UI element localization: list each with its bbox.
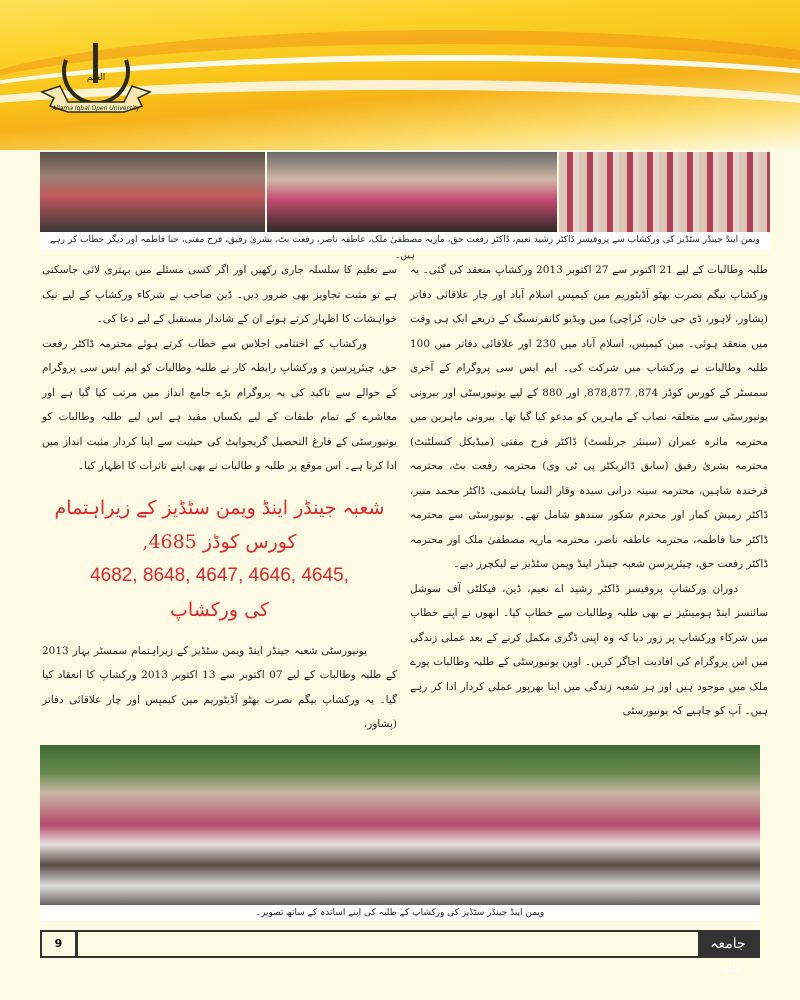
article-paragraph: طلبہ وطالبات کے لیے 21 اکتوبر سے 27 اکتوبر 2013 ورکشاپ منعقد کی گئی۔ یہ ورکشاپ بیگم نصرت بھٹو آڈیٹوریم مین کیمپس اسلام آباد اور چار علاقائی دفاتر (پشاور، لاہور، ڈی جی خان، کراچی) میں ویڈیو کانفرنسنگ کے ذریعے ایک ہی وقت میں منعقد ہوئی۔ مین کیمپس، اسلام آباد میں 230 اور علاقائی دفاتر میں 100 طلبہ وطالبات نے ورکشاپ میں شرکت کی۔ ایم ایس سی پروگرام کے آخری سمسٹر کے کورس کوڈز 874, 878,877, اور 880 کے لیے یونیورسٹی اور بیرونی یونیورسٹی سے متعلقہ نصاب کے ماہرین کو مدعو کیا گیا تھا۔ بیرونی ماہرین میں محترمہ مائرہ عمران (سینئر جرنلسٹ) ڈاکٹر فرح مفتی (میڈیکل کنسلٹنٹ) محترمہ بشریٰ رفیق (سابق ڈائریکٹر پی ٹی وی) محترمہ رفعت بٹ، محترمہ فرخندہ شاہین، محترمہ سینہ درانی سیدہ وقار النسا ہاشمی، ڈاکٹر محمد منیر، ڈاکٹر رمیش کمار اور محترم شکور سندھو شامل تھے۔ یونیورسٹی سے محترمہ ڈاکٹر حنا فاطمہ، محترمہ عاطفہ ناصر، محترمہ ماریہ مصطفیٰ ملک اور محترمہ ڈاکٹر رفعت حق، چیئرپرسن شعبہ جینڈر اینڈ ویمن سٹڈیز نے لیکچرز دیے۔ <box>410 264 768 570</box>
page-footer <box>40 930 760 976</box>
article-right-column <box>410 258 768 724</box>
top-photo-caption: ویمن اینڈ جینڈر سٹڈیز کی ورکشاپ سے پروفیسر ڈاکٹر رشید نعیم، ڈاکٹر رفعت حق، ماریہ مصطفیٰ ملک، عاطفہ ناصر، رفعت بٹ، بشریٰ رفیق، فرح مفتی، حنا فاطمہ اور دیگر خطاب کر رہے ہیں۔ <box>40 232 770 250</box>
article-paragraph: ورکشاپ کے اختتامی اجلاس سے خطاب کرتے ہوئے محترمہ ڈاکٹر رفعت حق، چیئرپرسن و ورکشاپ رابطہ کار نے طلبہ وطالبات کو ایم ایس سی پروگرام کے حوالے سے تاکید کی یہ پروگرام بڑے جامع انداز میں مرتب کیا گیا ہے اور معاشرے کے تمام طبقات کے لیے یکساں مفید ہے اس لیے طلبہ وطالبات کو یونیورسٹی کے فارغ التحصیل گریجوایٹ کی حیثیت سے اپنا کردار مثبت انداز میں ادا کرنا ہے۔ اس موقع پر طلبہ و طالبات نے بھی اپنے تاثرات کا اظہار کیا۔ <box>42 337 397 472</box>
heading-line: شعبہ جینڈر اینڈ ویمن سٹڈیز کے زیراہتمام کورس کوڈز 4685, <box>54 496 385 553</box>
svg-text:العلم: العلم <box>86 73 106 83</box>
article-left-column <box>42 258 397 737</box>
footer-bar <box>78 932 698 956</box>
section-heading <box>42 491 397 627</box>
article-paragraph: سے تعلیم کا سلسلہ جاری رکھیں اور اگر کسی مسئلے میں بہتری لائی جاسکتی ہے تو مثبت تجاویز بھی ضرور دیں۔ ڈین صاحب نے شرکاء ورکشاپ کے لیے نیک خواہشات کا اظہار کرتے ہوئے ان کے شاندار مستقبل کے لیے دعا کی۔ <box>42 264 397 325</box>
top-photo-strip <box>40 152 770 232</box>
speakers-photo <box>40 152 265 232</box>
university-logo <box>38 40 154 120</box>
page-header-banner <box>0 0 800 150</box>
heading-line: کی ورکشاپ <box>170 598 269 621</box>
article-paragraph: دوران ورکشاپ پروفیسر ڈاکٹر رشید اے نعیم، ڈین، فیکلٹی آف سوشل سائنسز اینڈ ہومینٹیز نے بھی طلبہ وطالبات سے خطاب کیا۔ انھوں نے اپنے خطاب میں شرکاء ورکشاپ پر زور دیا کہ وہ اپنی ڈگری مکمل کرنے کے بعد عملی زندگی میں اس پروگرام کی افادیت اجاگر کریں۔ اوپن یونیورسٹی کے طلبہ وطالبات پورے ملک میں موجود ہیں اور ہر شعبہ زندگی میں اپنا بھرپور عملی کردار ادا کر رہے ہیں۔ آپ کو چاہیے کہ یونیورسٹی <box>410 582 768 717</box>
article-paragraph: یونیورسٹی شعبہ جینڈر اینڈ ویمن سٹڈیز کے زیراہتمام سمسٹر بہار 2013 کے طلبہ وطالبات کے لیے 07 اکتوبر سے 13 اکتوبر 2013 ورکشاپ کا انعقاد کیا گیا۔ یہ ورکشاپ بیگم نصرت بھٹو آڈیٹوریم مین کیمپس اور چار علاقائی دفاتر (پشاور، <box>42 644 397 730</box>
group-photo <box>40 745 760 905</box>
audience-photo <box>559 152 770 232</box>
publication-title: جامعہ نامہ <box>698 932 758 956</box>
page-number: 9 <box>42 932 78 956</box>
svg-text:Allama Iqbal Open University: Allama Iqbal Open University <box>52 105 140 112</box>
group-photo-caption: ویمن اینڈ جینڈر سٹڈیز کی ورکشاپ کے طلبہ کی اپنے اساتذہ کے ساتھ تصویر۔ <box>40 905 760 921</box>
heading-line: 4682, 8648, 4647, 4646, 4645, <box>90 564 349 586</box>
speakers-photo <box>267 152 557 232</box>
